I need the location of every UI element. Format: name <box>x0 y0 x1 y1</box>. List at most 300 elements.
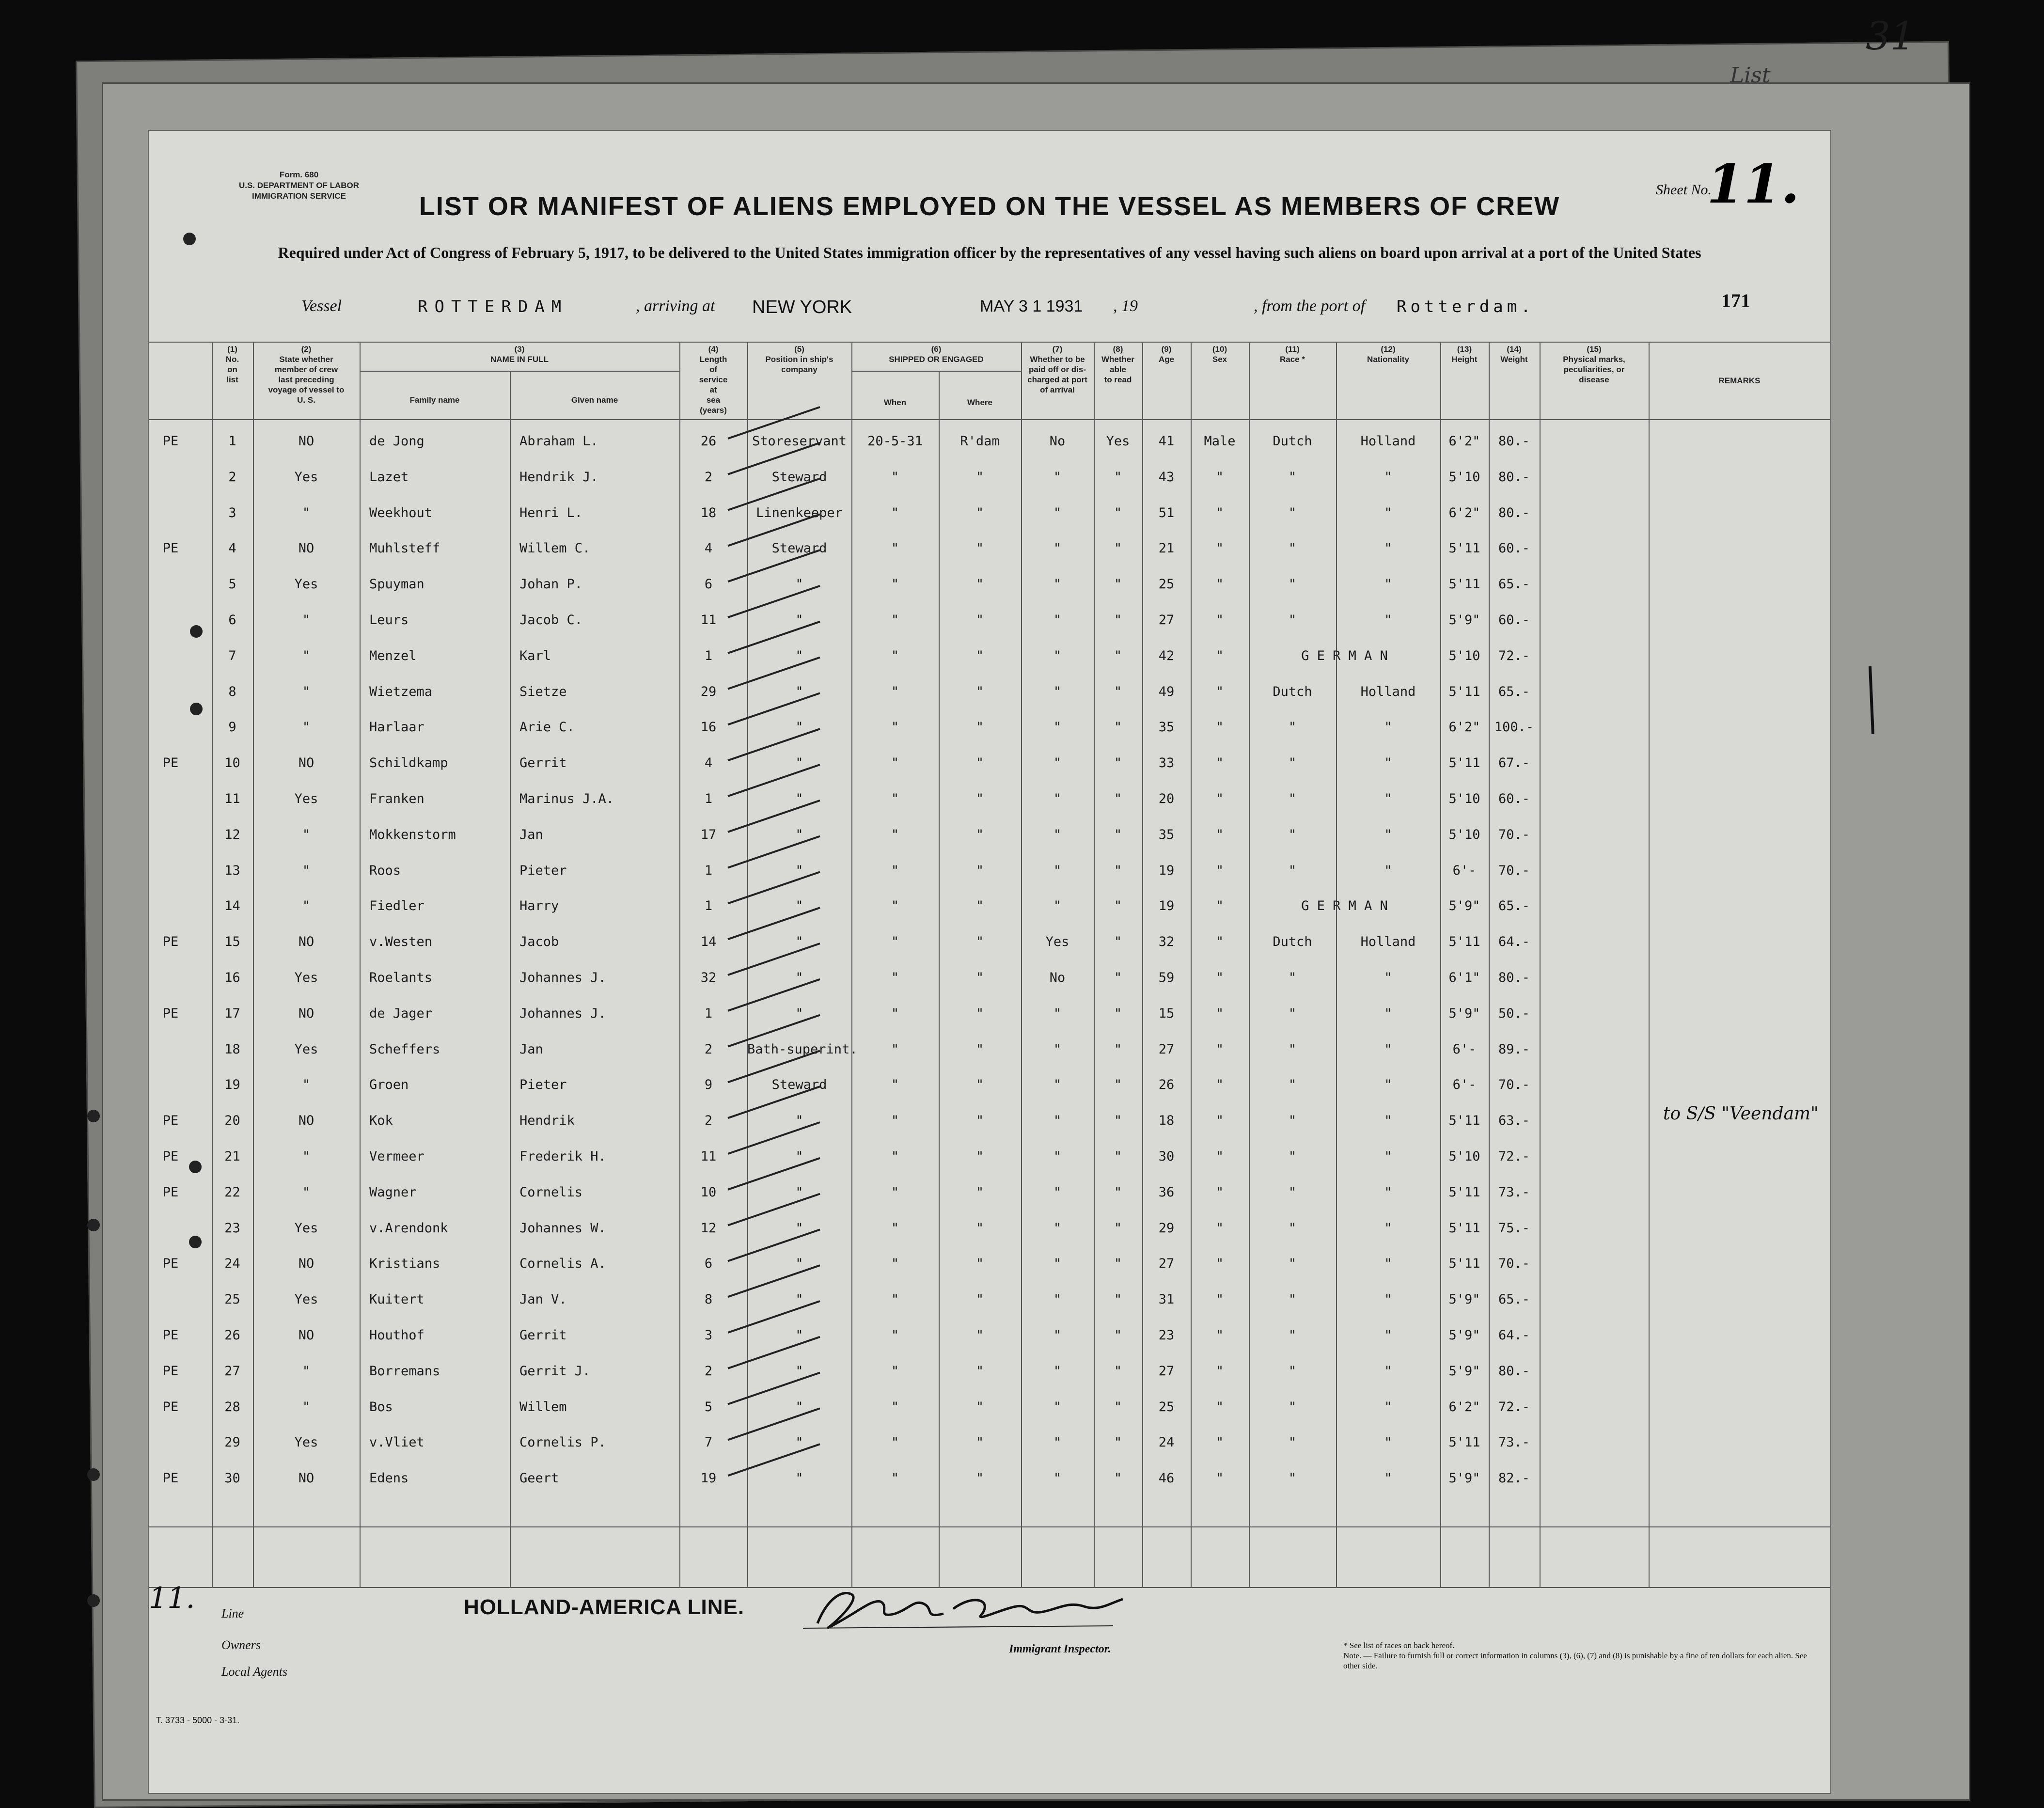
row-paid-off: " <box>1053 1435 1062 1450</box>
row-given-name: Harry <box>519 898 559 914</box>
row-paid-off: " <box>1053 1041 1062 1057</box>
row-height: 6'2" <box>1448 434 1480 449</box>
row-weight: 64.- <box>1498 1328 1530 1343</box>
service-tick-mark <box>728 586 820 617</box>
row-able-to-read: " <box>1114 970 1122 985</box>
row-weight: 60.- <box>1498 613 1530 628</box>
row-weight: 72.- <box>1498 1399 1530 1415</box>
row-height: 6'1" <box>1448 970 1480 985</box>
row-position: " <box>795 720 803 735</box>
row-paid-off: " <box>1053 1328 1062 1343</box>
header-where: Where <box>967 398 992 407</box>
punch-hole <box>87 1468 100 1481</box>
row-mark: PE <box>162 434 179 449</box>
row-weight: 73.- <box>1498 1184 1530 1200</box>
row-sex: " <box>1215 1328 1224 1343</box>
row-number: 19 <box>224 1077 240 1093</box>
row-able-to-read: Yes <box>1106 434 1130 449</box>
row-sex: " <box>1215 755 1224 771</box>
row-previous-voyage: " <box>302 1363 311 1379</box>
row-given-name: Marinus J.A. <box>519 791 614 806</box>
row-race: " <box>1288 1041 1297 1057</box>
row-shipped-when: " <box>891 577 899 592</box>
row-mark: PE <box>162 1113 179 1129</box>
row-able-to-read: " <box>1114 1471 1122 1486</box>
punch-hole <box>189 1161 202 1173</box>
row-given-name: Jan V. <box>519 1292 567 1307</box>
row-able-to-read: " <box>1114 648 1122 663</box>
row-years-at-sea: 1 <box>704 898 713 914</box>
inspector-label: Immigrant Inspector. <box>1009 1643 1111 1655</box>
row-sex: " <box>1215 1077 1224 1093</box>
row-paid-off: " <box>1053 1113 1062 1129</box>
row-family-name: Leurs <box>369 613 409 628</box>
row-able-to-read: " <box>1114 505 1122 520</box>
row-number: 30 <box>224 1471 240 1486</box>
row-family-name: v.Arendonk <box>369 1220 448 1236</box>
row-sex: " <box>1215 1256 1224 1272</box>
service-tick-mark <box>728 1015 820 1047</box>
row-family-name: Menzel <box>369 648 417 663</box>
row-race: " <box>1288 613 1297 628</box>
row-age: 19 <box>1158 863 1175 878</box>
row-age: 31 <box>1158 1292 1175 1307</box>
service-tick-mark <box>728 622 820 653</box>
row-race: " <box>1288 1077 1297 1093</box>
row-weight: 80.- <box>1498 505 1530 520</box>
row-shipped-where: " <box>975 791 984 806</box>
row-shipped-where: " <box>975 684 984 699</box>
row-paid-off: " <box>1053 827 1062 842</box>
service-tick-mark <box>728 872 820 903</box>
row-race: " <box>1288 1184 1297 1200</box>
row-weight: 60.- <box>1498 541 1530 556</box>
row-age: 27 <box>1158 1041 1175 1057</box>
service-tick-mark <box>728 836 820 868</box>
row-shipped-where: " <box>975 720 984 735</box>
row-shipped-where: " <box>975 1292 984 1307</box>
punch-hole <box>183 233 196 245</box>
row-sex: Male <box>1204 434 1236 449</box>
row-shipped-where: " <box>975 1399 984 1415</box>
row-number: 22 <box>224 1184 240 1200</box>
row-number: 28 <box>224 1399 240 1415</box>
row-previous-voyage: NO <box>298 1006 314 1021</box>
row-weight: 80.- <box>1498 1363 1530 1379</box>
row-race: " <box>1288 970 1297 985</box>
row-age: 18 <box>1158 1113 1175 1129</box>
row-age: 30 <box>1158 1149 1175 1164</box>
row-family-name: Edens <box>369 1471 409 1486</box>
row-age: 36 <box>1158 1184 1175 1200</box>
row-family-name: Groen <box>369 1077 409 1093</box>
service-tick-mark <box>728 1301 820 1333</box>
row-previous-voyage: " <box>302 1149 311 1164</box>
row-years-at-sea: 8 <box>704 1292 713 1307</box>
row-shipped-where: " <box>975 1149 984 1164</box>
row-age: 43 <box>1158 469 1175 485</box>
row-race: " <box>1288 1435 1297 1450</box>
row-previous-voyage: NO <box>298 1471 314 1486</box>
row-shipped-when: " <box>891 1399 899 1415</box>
row-able-to-read: " <box>1114 577 1122 592</box>
row-shipped-when: " <box>891 970 899 985</box>
row-position: " <box>795 1435 803 1450</box>
service-tick-mark <box>728 550 820 582</box>
row-previous-voyage: NO <box>298 1256 314 1272</box>
row-shipped-where: " <box>975 1328 984 1343</box>
service-tick-mark <box>728 1229 820 1261</box>
row-sex: " <box>1215 469 1224 485</box>
row-age: 49 <box>1158 684 1175 699</box>
row-position: " <box>795 827 803 842</box>
header-physical-marks: (15) Physical marks, peculiarities, or disease <box>1563 345 1625 384</box>
header-given-name: Given name <box>571 395 618 405</box>
row-shipped-where: " <box>975 1113 984 1129</box>
row-previous-voyage: Yes <box>294 1292 318 1307</box>
row-given-name: Abraham L. <box>519 434 598 449</box>
row-weight: 80.- <box>1498 434 1530 449</box>
row-nationality: Holland <box>1360 434 1416 449</box>
service-tick-mark <box>728 801 820 832</box>
row-race: " <box>1288 1220 1297 1236</box>
row-years-at-sea: 6 <box>704 1256 713 1272</box>
row-age: 27 <box>1158 613 1175 628</box>
row-years-at-sea: 4 <box>704 541 713 556</box>
row-nationality: " <box>1384 1113 1392 1129</box>
row-mark: PE <box>162 1256 179 1272</box>
row-years-at-sea: 2 <box>704 1363 713 1379</box>
row-family-name: Roelants <box>369 970 433 985</box>
row-able-to-read: " <box>1114 863 1122 878</box>
row-age: 51 <box>1158 505 1175 520</box>
row-previous-voyage: " <box>302 863 311 878</box>
row-years-at-sea: 4 <box>704 755 713 771</box>
row-sex: " <box>1215 1399 1224 1415</box>
row-height: 5'11 <box>1448 684 1480 699</box>
row-number: 18 <box>224 1041 240 1057</box>
row-shipped-where: " <box>975 970 984 985</box>
row-previous-voyage: Yes <box>294 791 318 806</box>
row-position: " <box>795 1149 803 1164</box>
row-given-name: Willem <box>519 1399 567 1415</box>
row-family-name: Wagner <box>369 1184 417 1200</box>
row-sex: " <box>1215 1292 1224 1307</box>
row-shipped-when: " <box>891 1363 899 1379</box>
row-height: 5'9" <box>1448 1328 1480 1343</box>
row-paid-off: " <box>1053 684 1062 699</box>
row-number: 12 <box>224 827 240 842</box>
row-paid-off: Yes <box>1045 934 1069 950</box>
row-position: " <box>795 1363 803 1379</box>
row-nationality: " <box>1384 1471 1392 1486</box>
row-given-name: Arie C. <box>519 720 575 735</box>
row-paid-off: " <box>1053 1256 1062 1272</box>
service-tick-mark <box>728 1408 820 1440</box>
row-age: 35 <box>1158 827 1175 842</box>
punch-hole <box>87 1110 100 1122</box>
row-position: Bath-superint. <box>747 1041 858 1057</box>
row-weight: 65.- <box>1498 577 1530 592</box>
row-weight: 67.- <box>1498 755 1530 771</box>
row-height: 5'11 <box>1448 1113 1480 1129</box>
row-paid-off: " <box>1053 1149 1062 1164</box>
row-previous-voyage: " <box>302 648 311 663</box>
row-previous-voyage: " <box>302 1184 311 1200</box>
row-given-name: Pieter <box>519 1077 567 1093</box>
row-age: 27 <box>1158 1363 1175 1379</box>
row-years-at-sea: 19 <box>700 1471 717 1486</box>
row-nationality: " <box>1384 827 1392 842</box>
row-height: 5'11 <box>1448 934 1480 950</box>
row-age: 25 <box>1158 577 1175 592</box>
row-years-at-sea: 29 <box>700 684 717 699</box>
row-family-name: v.Vliet <box>369 1435 425 1450</box>
header-weight: (14) Weight <box>1500 345 1528 364</box>
row-shipped-when: " <box>891 648 899 663</box>
row-nationality: " <box>1384 1435 1392 1450</box>
service-tick-mark <box>728 1158 820 1190</box>
row-age: 25 <box>1158 1399 1175 1415</box>
row-able-to-read: " <box>1114 755 1122 771</box>
service-tick-mark <box>728 658 820 689</box>
row-shipped-when: " <box>891 1184 899 1200</box>
row-family-name: Borremans <box>369 1363 440 1379</box>
row-mark: PE <box>162 1006 179 1021</box>
row-able-to-read: " <box>1114 469 1122 485</box>
row-shipped-when: " <box>891 1113 899 1129</box>
row-nationality: " <box>1384 755 1392 771</box>
row-age: 41 <box>1158 434 1175 449</box>
service-tick-mark <box>728 479 820 510</box>
row-nationality: " <box>1384 1077 1392 1093</box>
row-nationality: Holland <box>1360 934 1416 950</box>
row-height: 5'11 <box>1448 541 1480 556</box>
row-given-name: Jacob C. <box>519 613 583 628</box>
row-years-at-sea: 1 <box>704 863 713 878</box>
row-years-at-sea: 10 <box>700 1184 717 1200</box>
crew-table <box>149 342 1830 1587</box>
row-nationality: " <box>1384 1149 1392 1164</box>
service-tick-mark <box>728 765 820 796</box>
row-family-name: Wietzema <box>369 684 433 699</box>
row-height: 6'- <box>1452 1041 1477 1057</box>
row-family-name: Spuyman <box>369 577 425 592</box>
row-given-name: Hendrik <box>519 1113 575 1129</box>
row-family-name: Lazet <box>369 469 409 485</box>
row-weight: 100.- <box>1494 720 1534 735</box>
row-shipped-when: " <box>891 755 899 771</box>
row-shipped-when: " <box>891 720 899 735</box>
row-able-to-read: " <box>1114 684 1122 699</box>
row-race: Dutch <box>1273 684 1312 699</box>
row-family-name: Schildkamp <box>369 755 448 771</box>
row-mark: PE <box>162 541 179 556</box>
sheet-number: 11. <box>1707 153 1800 215</box>
row-paid-off: No <box>1049 970 1066 985</box>
punch-hole <box>189 1236 202 1248</box>
row-number: 14 <box>224 898 240 914</box>
header-height: (13) Height <box>1451 345 1478 364</box>
row-height: 5'11 <box>1448 1435 1480 1450</box>
row-position: Steward <box>771 1077 827 1093</box>
row-shipped-when: " <box>891 1292 899 1307</box>
row-height: 5'10 <box>1448 791 1480 806</box>
row-number: 15 <box>224 934 240 950</box>
row-race: G E R M A N <box>1301 648 1388 663</box>
row-able-to-read: " <box>1114 1435 1122 1450</box>
row-shipped-when: " <box>891 1471 899 1486</box>
row-height: 5'11 <box>1448 1256 1480 1272</box>
row-previous-voyage: " <box>302 613 311 628</box>
row-years-at-sea: 2 <box>704 1113 713 1129</box>
header-race: (11) Race * <box>1280 345 1305 364</box>
row-nationality: " <box>1384 469 1392 485</box>
service-tick-mark <box>728 514 820 546</box>
header-position: (5) Position in ship's company <box>765 345 833 374</box>
row-position: Storeservant <box>752 434 847 449</box>
row-family-name: Kristians <box>369 1256 440 1272</box>
row-age: 27 <box>1158 1256 1175 1272</box>
row-years-at-sea: 6 <box>704 577 713 592</box>
header-when: When <box>883 398 907 407</box>
row-height: 5'10 <box>1448 469 1480 485</box>
row-nationality: Holland <box>1360 684 1416 699</box>
row-given-name: Cornelis <box>519 1184 583 1200</box>
row-mark: PE <box>162 755 179 771</box>
vessel-label: Vessel <box>301 297 342 315</box>
row-mark: PE <box>162 1149 179 1164</box>
row-previous-voyage: " <box>302 720 311 735</box>
row-number: 6 <box>228 613 236 628</box>
row-paid-off: " <box>1053 720 1062 735</box>
header-no-on-list: (1) No. on list <box>225 345 239 384</box>
from-port-label: , from the port of <box>1254 297 1366 315</box>
row-shipped-where: " <box>975 934 984 950</box>
row-able-to-read: " <box>1114 1328 1122 1343</box>
row-able-to-read: " <box>1114 1041 1122 1057</box>
row-shipped-where: " <box>975 1077 984 1093</box>
service-tick-mark <box>728 1051 820 1082</box>
row-shipped-where: " <box>975 827 984 842</box>
row-given-name: Gerrit <box>519 755 567 771</box>
row-previous-voyage: NO <box>298 434 314 449</box>
row-weight: 73.- <box>1498 1435 1530 1450</box>
service-tick-marks <box>149 342 1830 1587</box>
header-family-name: Family name <box>409 395 460 405</box>
row-race: " <box>1288 1113 1297 1129</box>
row-position: " <box>795 863 803 878</box>
row-years-at-sea: 5 <box>704 1399 713 1415</box>
row-years-at-sea: 7 <box>704 1435 713 1450</box>
sheet-number-label: Sheet No. <box>1656 182 1712 198</box>
header-able-to-read: (8) Whether able to read <box>1101 345 1134 384</box>
row-shipped-when: " <box>891 1256 899 1272</box>
row-weight: 82.- <box>1498 1471 1530 1486</box>
row-nationality: " <box>1384 1184 1392 1200</box>
row-age: 24 <box>1158 1435 1175 1450</box>
row-number: 5 <box>228 577 236 592</box>
row-family-name: Vermeer <box>369 1149 425 1164</box>
row-able-to-read: " <box>1114 1149 1122 1164</box>
row-shipped-where: " <box>975 648 984 663</box>
row-race: " <box>1288 469 1297 485</box>
row-given-name: Jacob <box>519 934 559 950</box>
vessel-name: ROTTERDAM <box>418 297 568 316</box>
row-previous-voyage: " <box>302 898 311 914</box>
footer-sheet-mark: 11. <box>149 1581 195 1615</box>
service-tick-mark <box>728 1373 820 1404</box>
row-paid-off: No <box>1049 434 1066 449</box>
row-family-name: v.Westen <box>369 934 433 950</box>
row-mark: PE <box>162 1471 179 1486</box>
row-position: " <box>795 648 803 663</box>
header-paid-off: (7) Whether to be paid off or dis- charged at port of arrival <box>1027 345 1087 394</box>
row-able-to-read: " <box>1114 720 1122 735</box>
row-race: " <box>1288 505 1297 520</box>
row-able-to-read: " <box>1114 1292 1122 1307</box>
service-tick-mark <box>728 1122 820 1154</box>
row-years-at-sea: 9 <box>704 1077 713 1093</box>
row-paid-off: " <box>1053 577 1062 592</box>
row-position: " <box>795 970 803 985</box>
row-years-at-sea: 1 <box>704 648 713 663</box>
row-able-to-read: " <box>1114 1363 1122 1379</box>
row-sex: " <box>1215 1113 1224 1129</box>
row-number: 1 <box>228 434 236 449</box>
row-number: 11 <box>224 791 240 806</box>
row-number: 7 <box>228 648 236 663</box>
service-tick-mark <box>728 1265 820 1297</box>
row-given-name: Gerrit J. <box>519 1363 591 1379</box>
row-sex: " <box>1215 970 1224 985</box>
row-weight: 63.- <box>1498 1113 1530 1129</box>
row-paid-off: " <box>1053 755 1062 771</box>
row-height: 5'9" <box>1448 1471 1480 1486</box>
row-number: 27 <box>224 1363 240 1379</box>
row-age: 59 <box>1158 970 1175 985</box>
row-age: 26 <box>1158 1077 1175 1093</box>
row-given-name: Cornelis A. <box>519 1256 606 1272</box>
row-shipped-when: " <box>891 1328 899 1343</box>
row-previous-voyage: Yes <box>294 577 318 592</box>
row-number: 21 <box>224 1149 240 1164</box>
row-paid-off: " <box>1053 469 1062 485</box>
remark-pencil-stroke <box>1864 664 1879 737</box>
row-sex: " <box>1215 1184 1224 1200</box>
row-number: 20 <box>224 1113 240 1129</box>
row-shipped-when: " <box>891 1435 899 1450</box>
form-service: IMMIGRATION SERVICE <box>252 191 346 201</box>
row-sex: " <box>1215 1220 1224 1236</box>
row-family-name: de Jager <box>369 1006 433 1021</box>
row-paid-off: " <box>1053 541 1062 556</box>
row-race: " <box>1288 1399 1297 1415</box>
header-shipped-or-engaged: (6) SHIPPED OR ENGAGED <box>889 345 984 364</box>
row-position: " <box>795 1399 803 1415</box>
row-height: 5'11 <box>1448 1220 1480 1236</box>
row-race: " <box>1288 755 1297 771</box>
header-name-in-full: (3) NAME IN FULL <box>490 345 549 364</box>
row-race: " <box>1288 1363 1297 1379</box>
row-nationality: " <box>1384 1399 1392 1415</box>
row-weight: 65.- <box>1498 684 1530 699</box>
row-weight: 50.- <box>1498 1006 1530 1021</box>
row-paid-off: " <box>1053 1363 1062 1379</box>
row-age: 35 <box>1158 720 1175 735</box>
row-paid-off: " <box>1053 1292 1062 1307</box>
row-height: 5'10 <box>1448 1149 1480 1164</box>
